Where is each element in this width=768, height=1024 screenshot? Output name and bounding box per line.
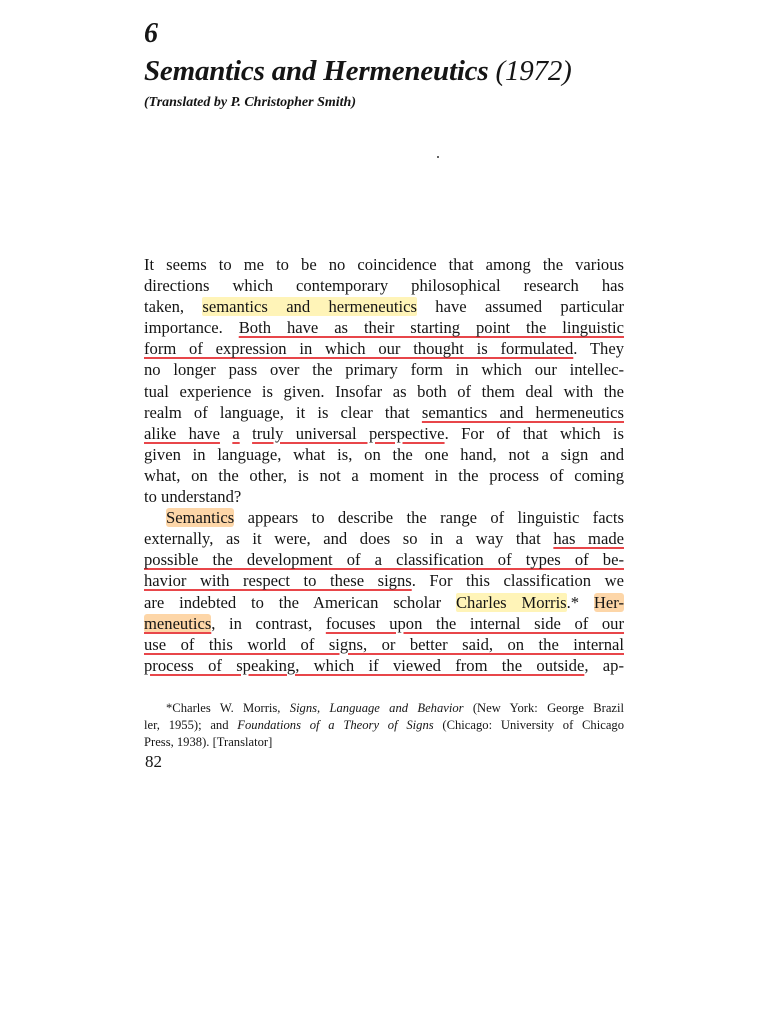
footnote-line: Press, 1938). [Translator] <box>144 735 273 749</box>
body-line: process of speaking, which if viewed from the outside, ap- <box>144 655 624 675</box>
page-number: 82 <box>145 752 162 771</box>
body-line: externally, as it were, and does so in a way that has made <box>144 529 624 549</box>
chapter-title <box>144 52 572 90</box>
underline-behavior-signs: havior with respect to these signs <box>144 571 412 591</box>
footnote-book-title: Foundations of a Theory of Signs <box>237 718 434 732</box>
body-line: realm of language, it is clear that semantics and hermeneutics <box>144 402 624 422</box>
body-line: to understand? <box>144 487 242 507</box>
footnote <box>144 700 624 751</box>
body-line: tual experience is given. Insofar as both of them deal with the <box>144 381 624 401</box>
chapter-year: (1972) <box>495 55 572 87</box>
underline-classification: possible the development of a classification of types of be- <box>144 550 624 570</box>
body-line: havior with respect to these signs. For this classification we <box>144 571 624 591</box>
footnote-book-title: Signs, Language and Behavior <box>289 701 464 715</box>
underline-alike-have: alike have <box>144 423 220 443</box>
highlight-hermeneutics-start: Her- <box>593 592 624 612</box>
body-line: It seems to me to be no coincidence that among the various <box>144 255 624 274</box>
underline-semantics-hermeneutics: semantics and hermeneutics <box>421 402 624 422</box>
underline-starting-point: Both have as their starting point the linguistic <box>238 318 625 338</box>
body-line <box>144 634 624 655</box>
underline-world-of-signs: use of this world of signs, or better said, on the internal <box>144 634 624 654</box>
body-line: meneutics, in contrast, focuses upon the internal side of our <box>144 613 625 633</box>
highlight-hermeneutics-end: meneutics <box>144 613 212 633</box>
underline-internal-side: focuses upon the internal side of our <box>325 613 625 633</box>
body-line: alike have a truly universal perspective. For of that which is <box>144 423 624 443</box>
body-line: taken, semantics and hermeneutics have assumed particular <box>144 297 624 317</box>
underline-form-of-expression: form of expression in which our thought is formulated <box>144 339 574 359</box>
chapter-number: 6 <box>144 18 158 49</box>
highlight-charles-morris: Charles Morris <box>455 592 567 612</box>
body-line: form of expression in which our thought is formulated. They <box>144 339 625 359</box>
body-line: given in language, what is, on the one hand, not a sign and <box>144 444 624 464</box>
footnote-line: ler, 1955); and Foundations of a Theory of Signs (Chicago: University of Chicago <box>144 718 625 732</box>
body-line: no longer pass over the primary form in which our intellec- <box>144 360 624 380</box>
body-line: importance. Both have as their starting point the linguistic <box>144 318 625 338</box>
highlight-semantics-hermeneutics: semantics and hermeneutics <box>202 297 417 317</box>
highlight-semantics: Semantics <box>166 508 235 528</box>
footnote-line: *Charles W. Morris, Signs, Language and Behavior (New York: George Brazil <box>166 701 624 715</box>
translator-credit: (Translated by P. Christopher Smith) <box>144 95 356 110</box>
body-line <box>144 549 624 570</box>
chapter-title-text: Semantics and Hermeneutics <box>144 55 496 87</box>
underline-a: a <box>232 423 240 443</box>
body-line: are indebted to the American scholar Charles Morris.* Her- <box>144 592 624 612</box>
body-text <box>144 254 624 676</box>
body-line: what, on the other, is not a moment in the process of coming <box>144 465 624 485</box>
underline-has-made: has made <box>553 529 624 549</box>
body-line: directions which contemporary philosophical research has <box>144 276 624 296</box>
scan-speck <box>437 156 439 158</box>
underline-universal-perspective: truly universal perspective <box>252 423 445 443</box>
underline-process-of-speaking: process of speaking, which if viewed from the outside <box>144 655 585 675</box>
body-line: Semantics appears to describe the range of linguistic facts <box>166 508 624 528</box>
